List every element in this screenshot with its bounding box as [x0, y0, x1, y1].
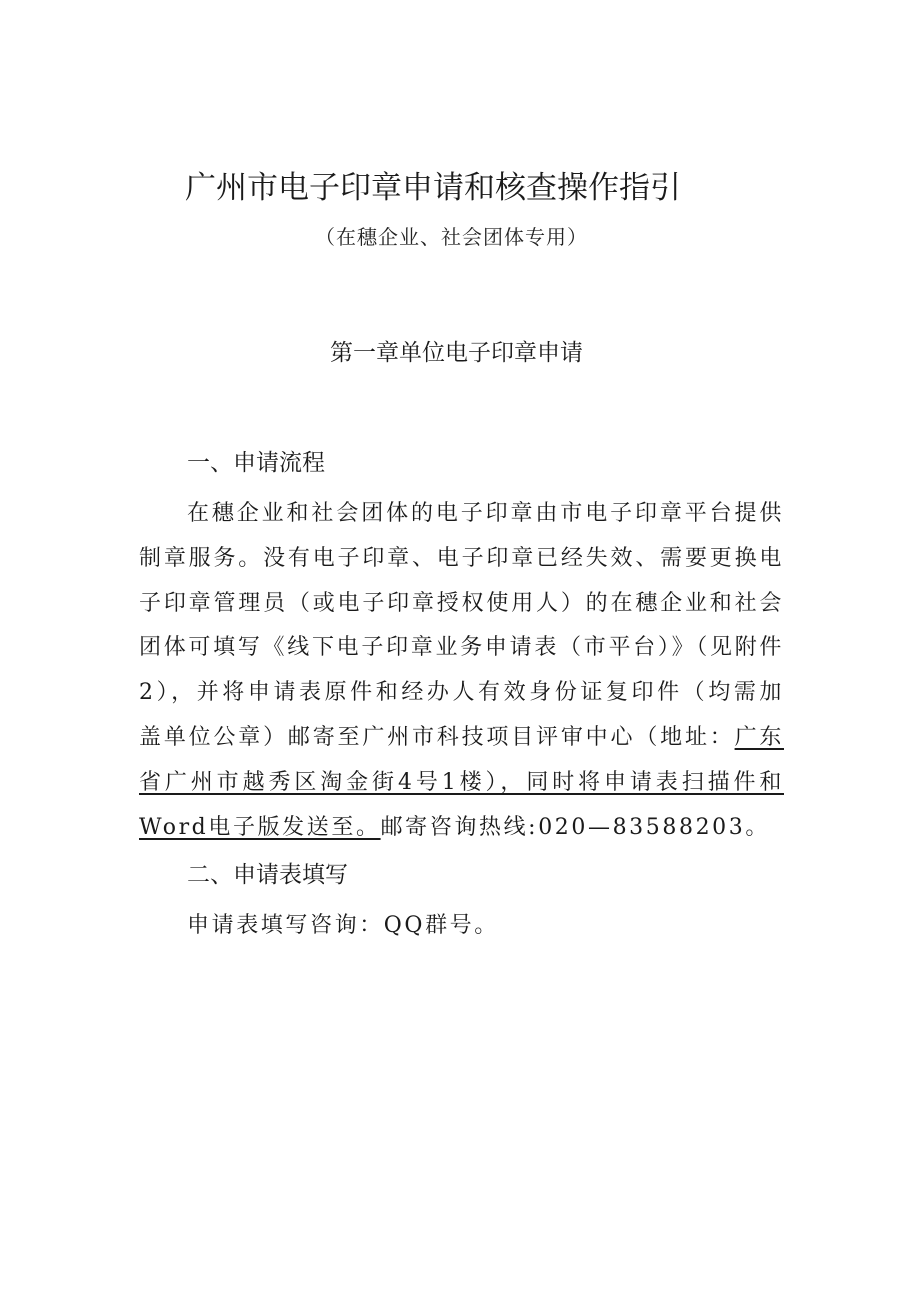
section-heading-form-filling: 二、申请表填写: [187, 862, 348, 888]
document-title: 广州市电子印章申请和核查操作指引: [185, 170, 681, 206]
form-consult-text: 申请表填写咨询：QQ群号。: [187, 913, 499, 938]
section-heading-application-process: 一、申请流程: [187, 450, 325, 476]
paragraph-address-underlined: 广东省广州市越秀区淘金街4号1楼），同时将申请表扫描件和Word电子版发送至。: [139, 724, 784, 840]
application-process-paragraph: [139, 492, 784, 850]
paragraph-text-part1: 在穗企业和社会团体的电子印章由市电子印章平台提供制章服务。没有电子印章、电子印章已经失效、需要更换电子印章管理员（或电子印章授权使用人）的在穗企业和社会团体可填写《线下电子印章业务申请表（市平台）》（见附件2），并将申请表原件和经办人有效身份证复印件（均需加盖单位公章）邮寄至广州市科技项目评审中心（地址：: [139, 501, 784, 750]
document-subtitle: （在穗企业、社会团体专用）: [315, 225, 588, 249]
chapter-title: 第一章单位电子印章申请: [330, 340, 583, 366]
paragraph-hotline: 邮寄咨询热线:020—83588203。: [380, 814, 770, 840]
